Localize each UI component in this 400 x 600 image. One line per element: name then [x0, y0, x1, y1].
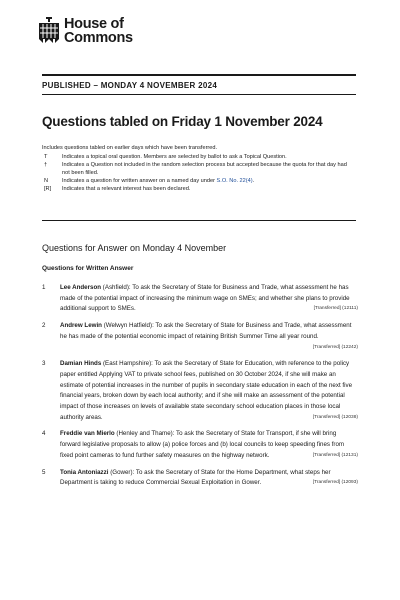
question-body: [60, 283, 358, 315]
legend-symbol: †: [44, 162, 48, 168]
member-name: Damian Hinds: [60, 360, 102, 368]
member-name: Andrew Lewin: [60, 322, 102, 330]
logo-line-2: Commons: [64, 30, 133, 46]
question-reference: [Transferred] (12242): [312, 344, 358, 350]
constituency: (Henley and Thame): [116, 430, 173, 438]
legend-text: Indicates that a relevant interest has been declared.: [62, 186, 191, 192]
legend-text-container: [62, 177, 352, 185]
questions-list: [42, 283, 358, 495]
logo-line-1: House of: [64, 16, 124, 32]
question-item: [42, 283, 358, 315]
question-text: : To ask the Secretary of State for Transport, if she will bring forward legislative proposals to allow (a) police forces and (b) local councils to keep speeding fines from fixed point cameras to fund further safety measures on the highway network.: [60, 430, 345, 459]
question-body: [60, 429, 358, 461]
question-number: 5: [42, 468, 46, 476]
legend-item: [42, 161, 352, 177]
legend-text: Indicates a Question not included in the random selection process but accepted because the quota for that day had not been filled.: [62, 162, 347, 176]
top-rule: [42, 74, 356, 76]
page-title: Questions tabled on Friday 1 November 2024: [42, 114, 323, 129]
legend-symbol: T: [44, 154, 48, 160]
legend-text: Indicates a question for written answer on a named day under: [62, 178, 217, 184]
legend-item: [42, 185, 352, 193]
section-rule: [42, 220, 356, 221]
question-text: : To ask the Secretary of State for Education, with reference to the policy paper entitled Applying VAT to private school fees, published on 30 October 2024, if she will make an estimate of potential increases in the number of pupils in secondary state education in each of the next five financial years, broken down by each local authority; and if she will make an assessment of the potential impact of those increases on levels of available state secondary school education places in those local authority areas.: [60, 360, 353, 421]
question-item: [42, 359, 358, 423]
question-body: [60, 468, 358, 489]
question-reference: [Transferred] (12038): [312, 414, 358, 420]
legend: [42, 144, 352, 193]
standing-order-link[interactable]: S.O. No. 22(4): [216, 178, 253, 184]
legend-text: Indicates a topical oral question. Members are selected by ballot to ask a Topical Question.: [62, 154, 287, 160]
published-date: PUBLISHED – MONDAY 4 NOVEMBER 2024: [42, 81, 218, 90]
question-number: 1: [42, 284, 46, 291]
published-rule: [42, 94, 356, 95]
member-name: Freddie van Mierlo: [60, 430, 115, 438]
question-number: 3: [42, 360, 46, 368]
constituency: (Ashfield): [102, 284, 129, 291]
question-text: : To ask the Secretary of State for Business and Trade, what assessment he has made of the potential economic impact of retaining British Summer Time all year round.: [60, 322, 352, 340]
subheading: Questions for Written Answer: [42, 265, 134, 272]
legend-symbol: N: [44, 178, 49, 184]
house-of-commons-logo: [38, 17, 133, 45]
legend-intro: Includes questions tabled on earlier days which have been transferred.: [42, 145, 218, 151]
constituency: (Welwyn Hatfield): [103, 322, 153, 330]
question-item: [42, 468, 358, 489]
section-heading: Questions for Answer on Monday 4 November: [42, 243, 227, 253]
legend-item: [42, 153, 352, 161]
logo-wordmark: [64, 17, 133, 45]
question-text: : To ask the Secretary of State for Business and Trade, what assessment he has made of the potential impact of increasing the minimum wage on SMEs; and whether she plans to provide additional support to SMEs.: [60, 284, 350, 313]
member-name: Tonia Antoniazzi: [60, 468, 109, 476]
constituency: (Gower): [110, 468, 133, 476]
member-name: Lee Anderson: [60, 284, 102, 291]
legend-symbol: [R]: [44, 186, 52, 192]
constituency: (East Hampshire): [103, 360, 152, 368]
question-text: : To ask the Secretary of State for the Home Department, what steps her Department is taking to reduce Commercial Sexual Exploitation in Gower.: [60, 468, 331, 487]
question-number: 2: [42, 322, 46, 330]
portcullis-icon: [38, 17, 60, 43]
question-item: [42, 429, 358, 461]
question-item: [42, 321, 358, 353]
question-reference: [Transferred] (12131): [312, 452, 358, 458]
legend-item: [42, 177, 352, 185]
question-body: [60, 359, 358, 423]
question-reference: [Transferred] (12111): [313, 306, 358, 312]
question-body: [60, 321, 358, 353]
question-number: 4: [42, 430, 46, 438]
question-reference: [Transferred] (12093): [312, 480, 358, 486]
legend-suffix: .: [252, 178, 255, 184]
